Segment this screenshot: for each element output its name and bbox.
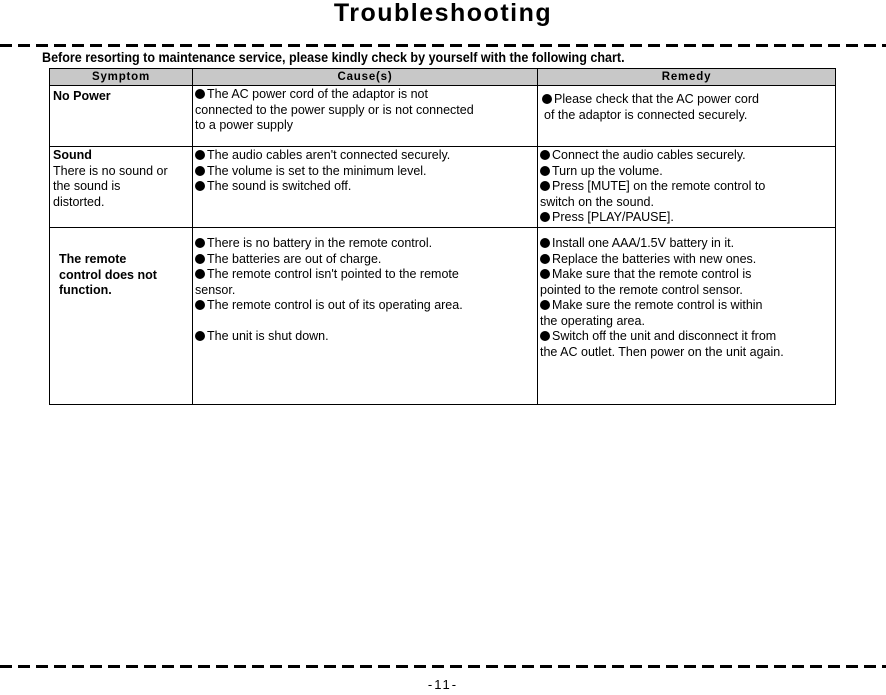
- remedy-item: Press [MUTE] on the remote control to: [540, 179, 765, 195]
- symptom-title: No Power: [53, 89, 111, 103]
- cause-item-continued: to a power supply: [195, 118, 293, 132]
- page-number: -11-: [427, 677, 459, 692]
- remedy-item: Please check that the AC power cord: [542, 92, 759, 108]
- cause-item: There is no battery in the remote control.: [195, 236, 463, 252]
- symptom-detail: the sound is: [53, 179, 121, 193]
- row-3-remedy: [540, 236, 784, 360]
- remedy-item: Make sure that the remote control is: [540, 267, 784, 283]
- column-divider: [192, 69, 193, 404]
- cause-item: The AC power cord of the adaptor is not: [195, 87, 474, 103]
- remedy-item: Turn up the volume.: [540, 164, 765, 180]
- remedy-item-continued: switch on the sound.: [540, 194, 654, 209]
- symptom-detail: distorted.: [53, 194, 105, 209]
- remedy-item: Make sure the remote control is within: [540, 298, 784, 314]
- remedy-item: Connect the audio cables securely.: [540, 148, 765, 164]
- remedy-item: Install one AAA/1.5V battery in it.: [540, 236, 784, 252]
- symptom-title: control does not: [59, 267, 157, 282]
- symptom-detail: There is no sound or: [53, 163, 168, 178]
- cause-item: The batteries are out of charge.: [195, 252, 463, 268]
- remedy-item: Press [PLAY/PAUSE].: [540, 210, 765, 226]
- cause-spacer: [195, 314, 463, 330]
- cause-item: The unit is shut down.: [195, 329, 463, 345]
- row-divider: [50, 146, 835, 147]
- header-cause: Cause(s): [337, 71, 393, 83]
- row-1-symptom: [53, 89, 111, 105]
- remedy-item: Replace the batteries with new ones.: [540, 252, 784, 268]
- symptom-title: function.: [59, 283, 112, 297]
- bottom-dashed-divider: [0, 665, 886, 668]
- troubleshooting-table: [49, 68, 836, 405]
- remedy-item-continued: of the adaptor is connected securely.: [544, 107, 748, 122]
- row-2-symptom: [53, 148, 168, 210]
- row-2-remedy: [540, 148, 765, 226]
- cause-item: The sound is switched off.: [195, 179, 450, 195]
- row-3-cause: [195, 236, 463, 345]
- top-dashed-divider: [0, 44, 886, 47]
- remedy-item: Switch off the unit and disconnect it from: [540, 329, 784, 345]
- row-1-remedy: [542, 92, 759, 123]
- remedy-item-continued: pointed to the remote control sensor.: [540, 282, 743, 297]
- cause-item: The audio cables aren't connected securely.: [195, 148, 450, 164]
- remedy-item-continued: the operating area.: [540, 313, 645, 328]
- remedy-item-continued: the AC outlet. Then power on the unit again.: [540, 344, 784, 359]
- intro-text: Before resorting to maintenance service, please kindly check by yourself with the following chart.: [42, 50, 625, 65]
- row-2-cause: [195, 148, 450, 195]
- row-1-cause: [195, 87, 474, 134]
- column-divider: [537, 69, 538, 404]
- cause-item: The remote control is out of its operating area.: [195, 298, 463, 314]
- header-remedy: Remedy: [661, 71, 712, 83]
- header-symptom: Symptom: [92, 71, 150, 83]
- cause-item-continued: sensor.: [195, 282, 236, 297]
- page-title: Troubleshooting: [333, 0, 553, 27]
- symptom-title: Sound: [53, 148, 92, 162]
- symptom-title: The remote: [59, 252, 127, 266]
- row-divider: [50, 227, 835, 228]
- cause-item: The volume is set to the minimum level.: [195, 164, 450, 180]
- cause-item-continued: connected to the power supply or is not connected: [195, 102, 474, 117]
- cause-item: The remote control isn't pointed to the remote: [195, 267, 463, 283]
- row-3-symptom: [59, 252, 157, 299]
